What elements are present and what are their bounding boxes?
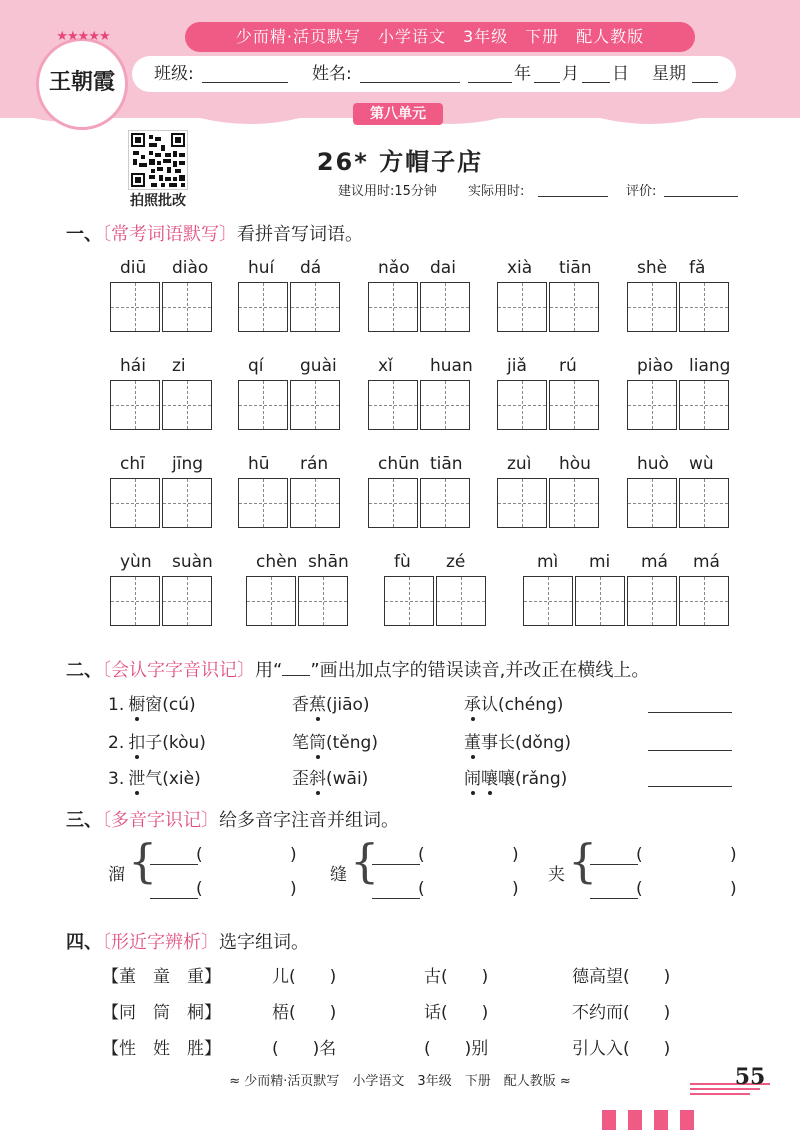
polyphone-char: 夹 [548,865,565,885]
writing-box[interactable] [298,576,348,626]
answer-line[interactable] [648,712,732,713]
pinyin-field[interactable] [208,879,288,901]
pinyin-syllable: nǎo [378,258,410,278]
dotted-char[interactable]: 筒 [309,728,326,753]
class-label: 班级: [154,64,194,84]
writing-box[interactable] [627,478,677,528]
writing-box[interactable] [679,380,729,430]
name-field[interactable] [360,82,460,83]
fill-blank[interactable]: 德高望( ) [572,967,671,987]
fill-blank[interactable]: 引人入( ) [572,1039,671,1059]
qr-code-icon[interactable] [128,130,188,190]
unit-badge: 第八单元 [353,103,443,125]
pronunciation-item [292,728,378,753]
answer-line[interactable] [372,898,420,899]
writing-box[interactable] [627,576,677,626]
writing-box[interactable] [549,282,599,332]
writing-box[interactable] [420,282,470,332]
writing-box[interactable] [497,282,547,332]
footer-bar [628,1110,642,1130]
pronunciation-item [292,690,370,715]
fill-blank[interactable]: 梧( ) [272,1003,337,1023]
footer-bar [602,1110,616,1130]
writing-box[interactable] [549,478,599,528]
item-text: 嚷(rǎng) [498,769,568,789]
item-text: 歪 [292,769,309,789]
pinyin-syllable: diào [172,258,209,278]
pinyin-syllable: tiān [559,258,592,278]
dotted-char[interactable]: 斜 [309,764,326,789]
year-label: 年 [514,64,531,84]
pinyin-syllable: chūn [378,454,420,474]
writing-box[interactable] [575,576,625,626]
section3-heading: 三、〔多音字识记〕给多音字注音并组词。 [66,810,399,831]
answer-line[interactable] [590,864,638,865]
paren-close: ) [730,879,737,899]
footer-bar [654,1110,668,1130]
section2-heading: 二、〔会认字字音识记〕用“ ”画出加点字的错误读音,并改正在横线上。 [66,660,650,681]
pinyin-syllable: tiān [430,454,463,474]
paren-close: ) [290,845,297,865]
pinyin-syllable: shān [308,552,349,572]
item-text: 香 [292,695,309,715]
section4-heading: 四、〔形近字辨析〕选字组词。 [66,932,309,953]
answer-line[interactable] [150,898,198,899]
week-label: 星期 [652,64,686,84]
dotted-char[interactable]: 承 [464,690,481,715]
pinyin-syllable: má [693,552,720,572]
char-group: 【董 童 重】 [102,967,221,987]
footer-text: ≈ 少而精·活页默写 小学语文 3年级 下册 配人教版 ≈ [229,1074,571,1089]
student-info-bar [132,56,736,92]
pinyin-syllable: huí [248,258,275,278]
pronunciation-item [108,764,201,789]
crown-icon: ★★★★★ [56,29,110,44]
pinyin-syllable: diū [120,258,147,278]
dotted-char[interactable]: 蕉 [309,690,326,715]
writing-box[interactable] [497,478,547,528]
paren-close: ) [290,879,297,899]
writing-box[interactable] [497,380,547,430]
brace-icon: { [568,834,598,888]
pinyin-syllable: jīng [172,454,204,474]
answer-line[interactable] [648,786,732,787]
char-group: 【同 筒 桐】 [102,1003,221,1023]
fill-blank[interactable]: ( )别 [424,1039,489,1059]
pinyin-syllable: shè [637,258,668,278]
dotted-char[interactable]: 扣 [128,728,145,753]
writing-box[interactable] [246,576,296,626]
fill-blank[interactable]: 话( ) [424,1003,489,1023]
fill-blank[interactable]: 儿( ) [272,967,337,987]
dotted-char[interactable]: 泄 [128,764,145,789]
pinyin-syllable: rú [559,356,577,376]
writing-box[interactable] [368,478,418,528]
fill-blank[interactable]: ( )名 [272,1039,337,1059]
answer-line[interactable] [150,864,198,865]
paren-close: ) [512,845,519,865]
writing-box[interactable] [162,478,212,528]
dotted-char[interactable]: 董 [464,728,481,753]
writing-box[interactable] [238,282,288,332]
pinyin-syllable: guài [300,356,337,376]
writing-box[interactable] [110,478,160,528]
day-label: 日 [612,64,629,84]
pinyin-syllable: zi [172,356,186,376]
polyphone-char: 缝 [330,865,347,885]
writing-box[interactable] [238,478,288,528]
pinyin-syllable: fǎ [689,258,706,278]
pinyin-syllable: huan [430,356,473,376]
pinyin-field[interactable] [648,845,728,867]
brand-logo [36,29,128,130]
pinyin-syllable: xià [507,258,533,278]
week-field[interactable] [692,82,718,83]
pinyin-syllable: jiǎ [507,356,527,376]
writing-box[interactable] [162,282,212,332]
writing-box[interactable] [420,478,470,528]
pinyin-syllable: hái [120,356,146,376]
writing-box[interactable] [368,380,418,430]
writing-box[interactable] [110,282,160,332]
fill-blank[interactable]: 不约而( ) [572,1003,671,1023]
writing-box[interactable] [679,282,729,332]
answer-line[interactable] [648,750,732,751]
pinyin-syllable: dá [300,258,322,278]
pinyin-syllable: chī [120,454,145,474]
actual-time-field[interactable] [538,196,608,197]
dotted-char[interactable]: 闹 [464,764,481,789]
pinyin-syllable: hū [248,454,270,474]
series-title: 少而精·活页默写 小学语文 3年级 下册 配人教版 [185,22,695,52]
writing-box[interactable] [238,380,288,430]
pinyin-syllable: chèn [256,552,298,572]
pinyin-syllable: hòu [559,454,591,474]
rating-field[interactable] [664,196,738,197]
dotted-char[interactable]: 嚷 [481,764,498,789]
month-field[interactable] [534,82,560,83]
answer-line[interactable] [590,898,638,899]
pronunciation-item [108,690,196,715]
pronunciation-item [464,764,567,789]
pinyin-syllable: zé [446,552,466,572]
pinyin-syllable: mì [537,552,559,572]
pinyin-syllable: rán [300,454,329,474]
writing-box[interactable] [679,478,729,528]
class-field[interactable] [202,82,288,83]
pinyin-field[interactable] [430,845,510,867]
item-text: (wāi) [326,769,369,789]
suggested-time: 建议用时:15分钟 [338,184,437,199]
writing-box[interactable] [384,576,434,626]
actual-time-label: 实际用时: [468,184,525,199]
writing-box[interactable] [627,282,677,332]
footer-bar [680,1110,694,1130]
writing-box[interactable] [549,380,599,430]
pinyin-syllable: piào [637,356,674,376]
item-text: 窗(cú) [145,695,196,715]
brace-icon: { [350,834,380,888]
item-text: (těng) [326,733,378,753]
item-number: 2. [108,733,125,753]
pinyin-syllable: qí [248,356,264,376]
pinyin-syllable: huò [637,454,669,474]
pinyin-syllable: wù [689,454,714,474]
paren-open: ( [636,845,643,865]
writing-box[interactable] [290,282,340,332]
paren-open: ( [196,879,203,899]
section1-heading: 一、〔常考词语默写〕看拼音写词语。 [66,224,363,245]
paren-open: ( [418,879,425,899]
rating-label: 评价: [626,184,657,199]
pronunciation-item [464,728,571,753]
month-label: 月 [562,64,579,84]
paren-open: ( [196,845,203,865]
writing-box[interactable] [523,576,573,626]
pinyin-syllable: suàn [172,552,213,572]
logo-name: 王朝霞 [48,69,115,95]
item-number: 1. [108,695,125,715]
writing-box[interactable] [290,380,340,430]
writing-box[interactable] [368,282,418,332]
char-group: 【性 姓 胜】 [102,1039,221,1059]
pinyin-syllable: dai [430,258,456,278]
writing-box[interactable] [420,380,470,430]
item-text: 事长(dǒng) [481,733,572,753]
fill-blank[interactable]: 古( ) [424,967,489,987]
item-text: (jiāo) [326,695,370,715]
writing-box[interactable] [436,576,486,626]
pinyin-syllable: zuì [507,454,532,474]
pinyin-field[interactable] [430,879,510,901]
item-text: 气(xiè) [145,769,201,789]
pronunciation-item [292,764,368,789]
paren-close: ) [512,879,519,899]
writing-box[interactable] [110,576,160,626]
paren-open: ( [418,845,425,865]
pinyin-field[interactable] [208,845,288,867]
pinyin-syllable: má [641,552,668,572]
writing-box[interactable] [162,380,212,430]
lesson-title: 26* 方帽子店 [316,148,484,176]
item-text: 笔 [292,733,309,753]
writing-box[interactable] [162,576,212,626]
pinyin-syllable: mi [589,552,611,572]
item-text: 子(kòu) [145,733,206,753]
pinyin-syllable: xǐ [378,356,393,376]
name-label: 姓名: [312,64,352,84]
dotted-char[interactable]: 橱 [128,690,145,715]
item-text: 认(chéng) [481,695,564,715]
day-field[interactable] [582,82,610,83]
pinyin-field[interactable] [648,879,728,901]
item-number: 3. [108,769,125,789]
pinyin-syllable: yùn [120,552,152,572]
writing-box[interactable] [627,380,677,430]
year-field[interactable] [468,82,512,83]
writing-box[interactable] [110,380,160,430]
answer-line[interactable] [372,864,420,865]
qr-label: 拍照批改 [130,193,186,209]
writing-box[interactable] [290,478,340,528]
page-number: 55 [734,1064,766,1090]
pronunciation-item [108,728,206,753]
paren-close: ) [730,845,737,865]
polyphone-char: 溜 [108,865,125,885]
paren-open: ( [636,879,643,899]
pronunciation-item [464,690,563,715]
pinyin-syllable: fù [394,552,411,572]
brace-icon: { [128,834,158,888]
writing-box[interactable] [679,576,729,626]
pinyin-syllable: liang [689,356,731,376]
